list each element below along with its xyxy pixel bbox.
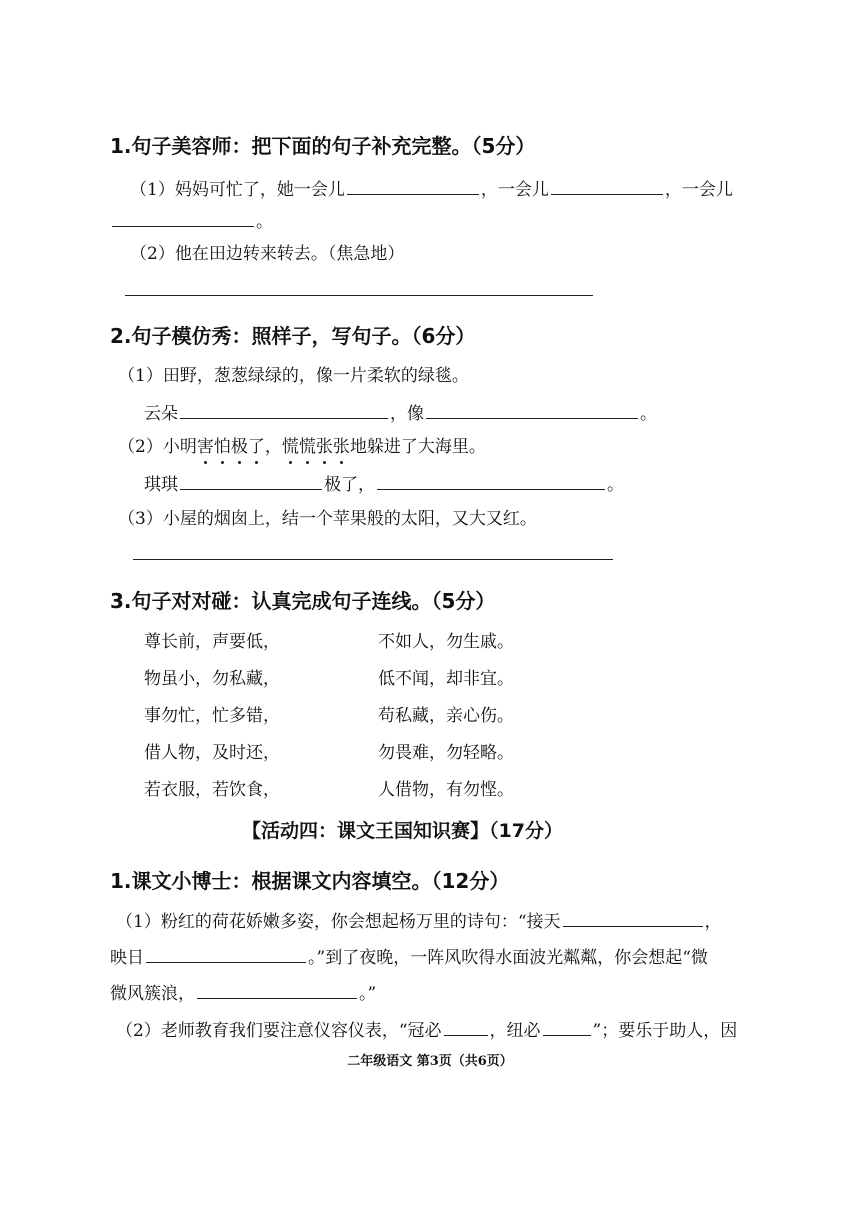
s2-item1-blank-2[interactable] [426,400,638,419]
s2-item2-fill-end: 。 [607,475,624,495]
s1-item1-blank-1[interactable] [347,176,479,195]
s3-left-5[interactable]: 若衣服，若饮食， [144,780,280,800]
s2-item1-fill-end: 。 [640,404,657,424]
a4-q1-title: 1.课文小博士：根据课文内容填空。（12分） [110,869,510,893]
s2-item3: （3）小屋的烟囱上，结一个苹果般的太阳，又大又红。 [118,509,537,529]
section1-title: 1.句子美容师：把下面的句子补充完整。（5分） [110,134,536,158]
a4-q1-2-text-b: ，纽必 [489,1021,541,1041]
s1-item2-answer-line[interactable] [125,295,593,296]
a4-q1-2-text-a: （2）老师教育我们要注意仪容仪表，“冠必 [116,1021,442,1041]
s2-item2-fill [144,471,624,496]
s1-item1-text-b: ，一会儿 [480,180,549,200]
activity4-heading: 【活动四：课文王国知识赛】（17分） [242,820,563,842]
s2-item1-fill-a: 云朵 [144,404,178,424]
a4-q1-1-text-c: 映日 [110,948,144,968]
dotted-char: 张 [315,437,333,457]
dotted-char: 极 [230,437,248,457]
s2-item1: （1）田野，葱葱绿绿的，像一片柔软的绿毯。 [118,366,469,386]
a4-q1-1-blank-2[interactable] [146,944,306,963]
a4-q1-2-blank-2[interactable] [543,1017,591,1036]
a4-q1-1-text-d: 。”到了夜晚，一阵风吹得水面波光粼粼，你会想起“微 [308,948,708,968]
a4-q1-1-blank-1[interactable] [563,908,703,927]
a4-q1-2-blank-1[interactable] [444,1017,488,1036]
s1-item2: （2）他在田边转来转去。（焦急地） [130,244,405,264]
a4-q1-1-line3 [110,980,376,1005]
s3-left-3[interactable]: 事勿忙，忙多错， [144,706,280,726]
s2-item2-blank-2[interactable] [377,471,605,490]
s2-item2-blank-1[interactable] [180,471,322,490]
s3-left-2[interactable]: 物虽小，勿私藏， [144,669,280,689]
dotted-char: 怕 [213,437,231,457]
section3-title: 3.句子对对碰：认真完成句子连线。（5分） [110,589,496,613]
a4-q1-1-blank-3[interactable] [197,980,357,999]
a4-q1-1-text-e: 微风簇浪， [110,984,195,1004]
s2-item3-answer-line[interactable] [133,559,613,560]
s1-item1-text-c: ，一会儿 [664,180,733,200]
s2-item2-pre: （2）小明 [118,437,197,457]
dotted-char: 慌 [281,437,299,457]
a4-q1-1-text-a: （1）粉红的荷花娇嫩多姿，你会想起杨万里的诗句：“接天 [116,912,561,932]
dotted-char: 张 [332,437,350,457]
s2-item2-dotted-1 [197,437,265,457]
s1-item1-text-a: （1）妈妈可忙了，她一会儿 [130,180,345,200]
s3-left-4[interactable]: 借人物，及时还， [144,743,280,763]
s2-item2-fill-b: 极了， [324,475,375,495]
s1-item1-cont [110,208,273,233]
a4-q1-1-line1 [116,908,722,933]
a4-q1-2-line1 [116,1017,737,1042]
s3-right-5[interactable]: 人借物，有勿悭。 [378,780,514,800]
a4-q1-1-line2 [110,944,708,969]
s3-right-3[interactable]: 苟私藏，亲心伤。 [378,706,514,726]
s2-item2-fill-a: 琪琪 [144,475,178,495]
s3-left-1[interactable]: 尊长前，声要低， [144,632,280,652]
section2-title: 2.句子模仿秀：照样子，写句子。（6分） [110,324,476,348]
s2-item2-dotted-2 [282,437,350,457]
dotted-char: 害 [196,437,214,457]
s3-right-2[interactable]: 低不闻，却非宜。 [378,669,514,689]
dotted-char: 了 [247,437,265,457]
s3-right-4[interactable]: 勿畏难，勿轻略。 [378,743,514,763]
s2-item1-blank-1[interactable] [180,400,388,419]
s2-item1-fill [144,400,657,425]
s1-item1-blank-3[interactable] [112,208,254,227]
page-footer: 二年级语文 第3页（共6页） [347,1054,513,1069]
s2-item2-post: 地躲进了大海里。 [349,437,486,457]
s2-item2 [118,436,486,458]
a4-q1-1-text-f: 。” [359,984,377,1004]
a4-q1-1-text-b: ， [704,912,722,932]
a4-q1-2-text-c: ”；要乐于助人，因 [592,1021,738,1041]
s1-item1-end: 。 [256,212,273,232]
s1-item1 [130,176,733,201]
s3-right-1[interactable]: 不如人，勿生戚。 [378,632,514,652]
dotted-char: 慌 [298,437,316,457]
s2-item2-mid: ， [264,437,282,457]
s1-item1-blank-2[interactable] [551,176,663,195]
s2-item1-fill-b: ，像 [390,404,424,424]
